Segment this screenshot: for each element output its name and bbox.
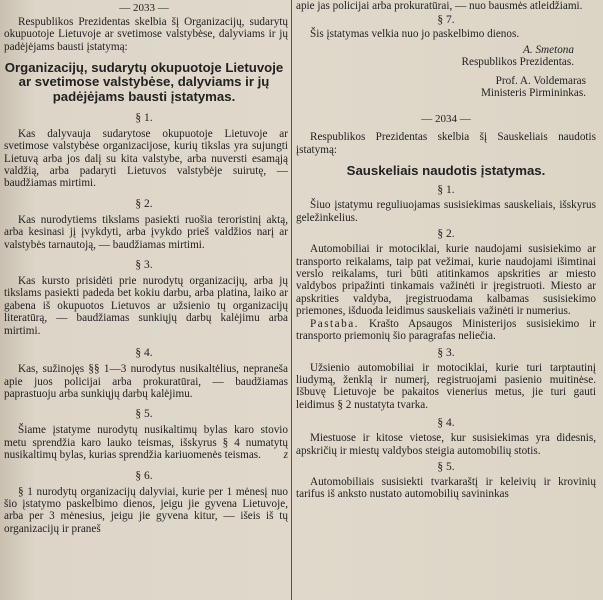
section-7-text: Šis įstatymas velkia nuo jo paskelbimo dienos. bbox=[310, 28, 520, 41]
section-1-text: Kas dalyvauja sudarytose okupuotoje Lietuvoje ar svetimose valstybėse organizacijose, kurių tikslas yra sujungti Lietuvą arba jos dalį su kita valstybe, arba nuversti esamąją valdžią, arba padaryti Lietuvos valstybėje suirutę, — baudžiamas mirtimi. bbox=[4, 127, 288, 190]
law2-section-1-heading: § 1. bbox=[437, 184, 455, 197]
section-3-text: Kas kursto prisidėti prie nurodytų organizacijų, arba jų tikslams pasiekti padeda bet kokiu darbu, arba platina, laiko ar gabena iš okupuotos Lietuvos ar užsienio tų organizacijų literatūrą, — baudžiamas sunkiųjų darbų kalėjimu arba mirtimi. bbox=[4, 275, 288, 337]
signature-1-title: Respublikos Prezidentas. bbox=[461, 56, 574, 69]
law2-intro: Respublikos Prezidentas skelbia šį Sauskeliais naudotis įstatymą: bbox=[296, 131, 596, 156]
law2-section-5-heading: § 5. bbox=[437, 460, 455, 473]
section-5-heading: § 5. bbox=[135, 408, 153, 421]
signature-1-name: A. Smetona bbox=[523, 43, 574, 56]
note-text: Krašto Apsaugos Ministerijos susisiekimo ir transporto priemonių šio paragrafas neliečia. bbox=[296, 317, 596, 343]
section-6-text: § 1 nurodytų organizacijų dalyviai, kurie per 1 mėnesį nuo šio įstatymo paskelbimo dienos, jeigu jie gyvena Lietuvoje, arba per 3 mėnesius, jeigu jie gyvena kitur, — išeis iš tų organizacijų ir praneš bbox=[4, 485, 288, 535]
section-4-text: Kas, sužinojęs §§ 1—3 nurodytus nusikaltėlius, nepraneša apie juos policijai arba prokuratūrai, — baudžiamas paprastuoju arba sunkiųjų darbų kalėjimu. bbox=[4, 363, 288, 400]
signature-2-title: Ministeris Pirmininkas. bbox=[480, 87, 586, 100]
section-3-heading: § 3. bbox=[135, 259, 153, 272]
section-2-heading: § 2. bbox=[135, 197, 153, 210]
law2-section-1-text: Šiuo įstatymu reguliuojamas susisiekimas sauskeliais, išskyrus geležinkelius. bbox=[296, 199, 596, 224]
law2-section-5-text: Automobiliais susisiekti tvarkaraštį ir keleivių ir krovinių tarifus iš anksto nustato automobilių savininkas bbox=[296, 475, 596, 501]
law2-section-2-heading: § 2. bbox=[437, 228, 455, 241]
law2-section-2-text: Automobiliai ir motociklai, kurie naudojami susisiekimo ar transporto reikalams, taip pat vežimai, kurie naudojami išimtinai verslo reikalams, turi būti atitinkamos apskrities ar miesto valdybos pripažinti tinkamais važinėti ir įregistruoti. Miesto ar apskrities valdyba, įregistruodama kalbamas susisiekimo priemones, išduoda leidimus sauskeliais važinėti ir numerius. bbox=[296, 243, 596, 318]
law-intro: Respublikos Prezidentas skelbia šį Organizacijų, sudarytų okupuotoje Lietuvoje ar svetimose valstybėse, dalyviams ir jų padėjėjams bausti įstatymą: bbox=[4, 16, 288, 53]
law-title: Organizacijų, sudarytų okupuotoje Lietuvoje ar svetimose valstybėse, dalyviams ir jų padėjėjams bausti įstatymas. bbox=[4, 60, 284, 104]
section-4-heading: § 4. bbox=[135, 347, 153, 360]
signature-2-name: Prof. A. Voldemaras bbox=[495, 74, 586, 87]
note-label: Pastaba. bbox=[310, 317, 359, 330]
law2-section-3-heading: § 3. bbox=[437, 346, 455, 359]
column-divider bbox=[291, 0, 292, 600]
law2-section-2-note bbox=[296, 318, 596, 343]
section-5-mark: z bbox=[283, 449, 288, 462]
page-number-header: — 2033 — bbox=[119, 2, 169, 14]
section-5-body: Šiame įstatyme nurodytų nusikaltimų bylas karo stovio metu sprendžia karo lauko teismas, išskyrus § 4 numatytų nusikaltimų bylas, kurias sprendžia kariuomenės teismas. bbox=[4, 424, 288, 462]
section-7-heading: § 7. bbox=[437, 14, 455, 27]
section-5-text bbox=[0, 424, 288, 461]
left-column bbox=[0, 0, 288, 535]
section-6-heading: § 6. bbox=[135, 469, 153, 482]
section-6-continuation: apie jas policijai arba prokuratūrai, — nuo bausmės atleidžiami. bbox=[296, 0, 583, 12]
right-column bbox=[296, 0, 596, 501]
law2-title: Sauskeliais naudotis įstatymas. bbox=[346, 163, 546, 179]
law2-section-3-text: Užsienio automobiliai ir motociklai, kurie turi tarptautinį liudymą, ženklą ir numerį, registruojami pasienio muitinėse. Išbuvę Lietuvoje be pakaitos vienerius metus, jie turi gauti leidimus § 2 nustatyta tvarka. bbox=[296, 361, 596, 411]
page-number-header-2: — 2034 — bbox=[421, 113, 471, 126]
law2-section-4-text: Miestuose ir kitose vietose, kur susisiekimas yra didesnis, apskričių ir miestų valdybos steigia automobilių stotis. bbox=[296, 432, 596, 457]
law2-section-4-heading: § 4. bbox=[437, 417, 455, 430]
section-1-heading: § 1. bbox=[135, 111, 153, 124]
section-2-text: Kas nurodytiems tikslams pasiekti ruošia teroristinį aktą, arba kesinasi jį įvykdyti, arba įvykdo prieš valdžios narį ar valstybės tarnautoją, — baudžiamas mirtimi. bbox=[4, 213, 288, 251]
